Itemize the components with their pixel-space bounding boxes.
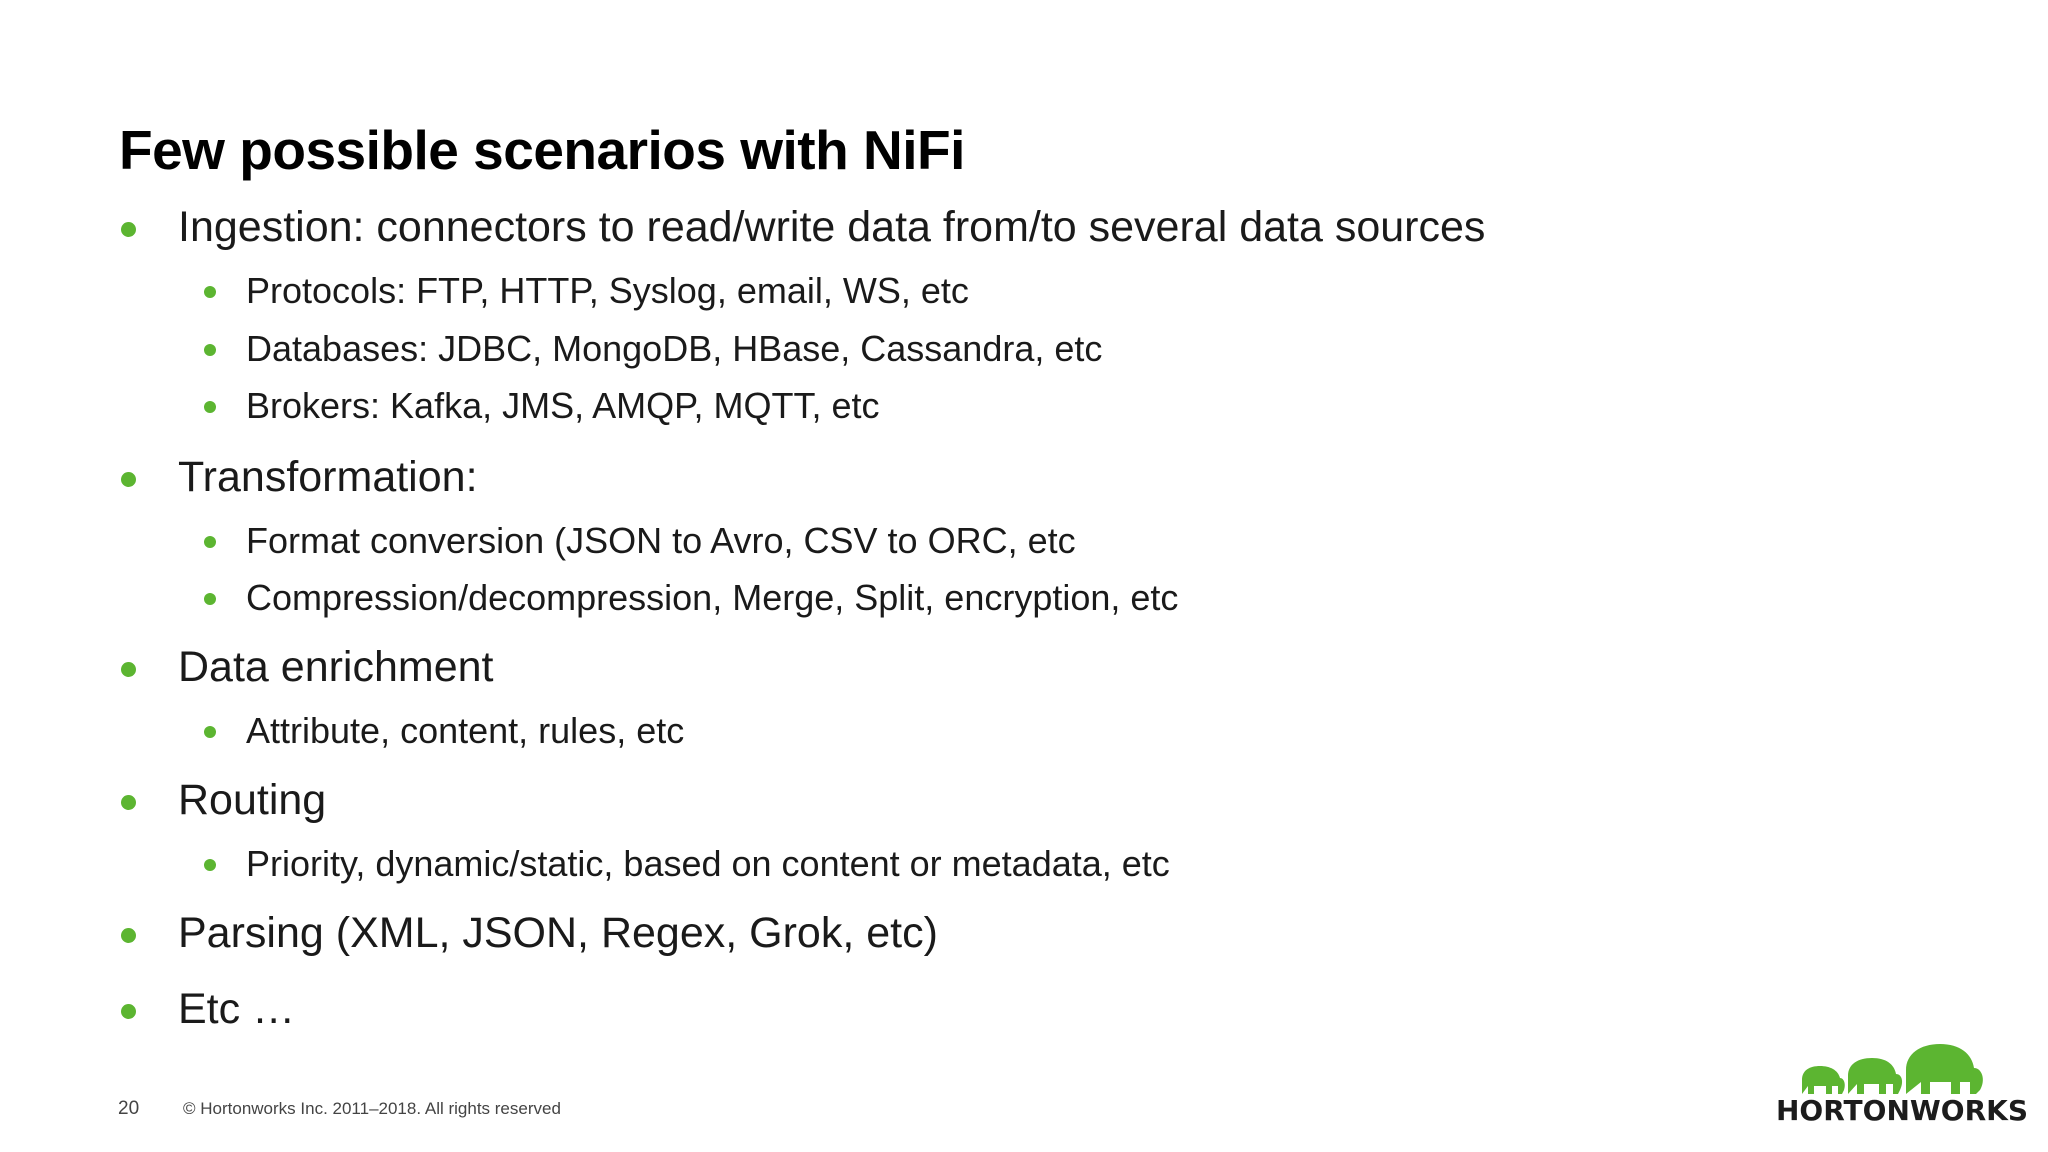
bullet-dot-icon (121, 472, 136, 487)
sub-bullet-text: Attribute, content, rules, etc (246, 710, 685, 751)
bullet-item (178, 909, 938, 958)
hortonworks-logo (1776, 1036, 2028, 1128)
bullet-item (178, 776, 326, 825)
elephants-icon (1794, 1036, 1994, 1096)
sub-bullet-text: Compression/decompression, Merge, Split, encryption, etc (246, 577, 1179, 618)
copyright-notice: © Hortonworks Inc. 2011–2018. All rights reserved (183, 1099, 561, 1118)
bullet-dot-icon (204, 536, 216, 548)
sub-bullet-text: Priority, dynamic/static, based on content or metadata, etc (246, 843, 1170, 884)
bullet-dot-icon (204, 726, 216, 738)
bullet-dot-icon (121, 795, 136, 810)
bullet-text: Etc … (178, 985, 296, 1033)
bullet-item (178, 203, 1485, 252)
sub-bullet-item (246, 577, 1178, 619)
sub-bullet-item (246, 843, 1170, 885)
logo-wordmark: HORTONWORKS (1776, 1094, 2028, 1127)
sub-bullet-item (246, 710, 684, 752)
sub-bullet-item (246, 270, 969, 312)
sub-bullet-text: Protocols: FTP, HTTP, Syslog, email, WS, etc (246, 270, 969, 311)
bullet-item (178, 643, 494, 692)
bullet-dot-icon (204, 859, 216, 871)
page-number: 20 (118, 1098, 140, 1119)
bullet-text: Parsing (XML, JSON, Regex, Grok, etc) (178, 909, 938, 957)
bullet-dot-icon (204, 344, 216, 356)
bullet-text: Data enrichment (178, 643, 494, 691)
sub-bullet-text: Databases: JDBC, MongoDB, HBase, Cassandra, etc (246, 328, 1103, 369)
sub-bullet-item (246, 520, 1076, 562)
sub-bullet-item (246, 328, 1102, 370)
bullet-item (178, 453, 478, 502)
bullet-text: Transformation: (178, 453, 478, 501)
bullet-dot-icon (121, 222, 136, 237)
bullet-text: Routing (178, 776, 327, 824)
sub-bullet-text: Format conversion (JSON to Avro, CSV to ORC, etc (246, 520, 1076, 561)
sub-bullet-item (246, 385, 880, 427)
bullet-dot-icon (204, 593, 216, 605)
bullet-dot-icon (204, 401, 216, 413)
bullet-item (178, 985, 295, 1034)
bullet-text: Ingestion: connectors to read/write data from/to several data sources (178, 203, 1486, 251)
slide-title: Few possible scenarios with NiFi (119, 119, 965, 181)
bullet-dot-icon (121, 1004, 136, 1019)
bullet-dot-icon (204, 286, 216, 298)
sub-bullet-text: Brokers: Kafka, JMS, AMQP, MQTT, etc (246, 385, 880, 426)
bullet-dot-icon (121, 928, 136, 943)
bullet-dot-icon (121, 662, 136, 677)
